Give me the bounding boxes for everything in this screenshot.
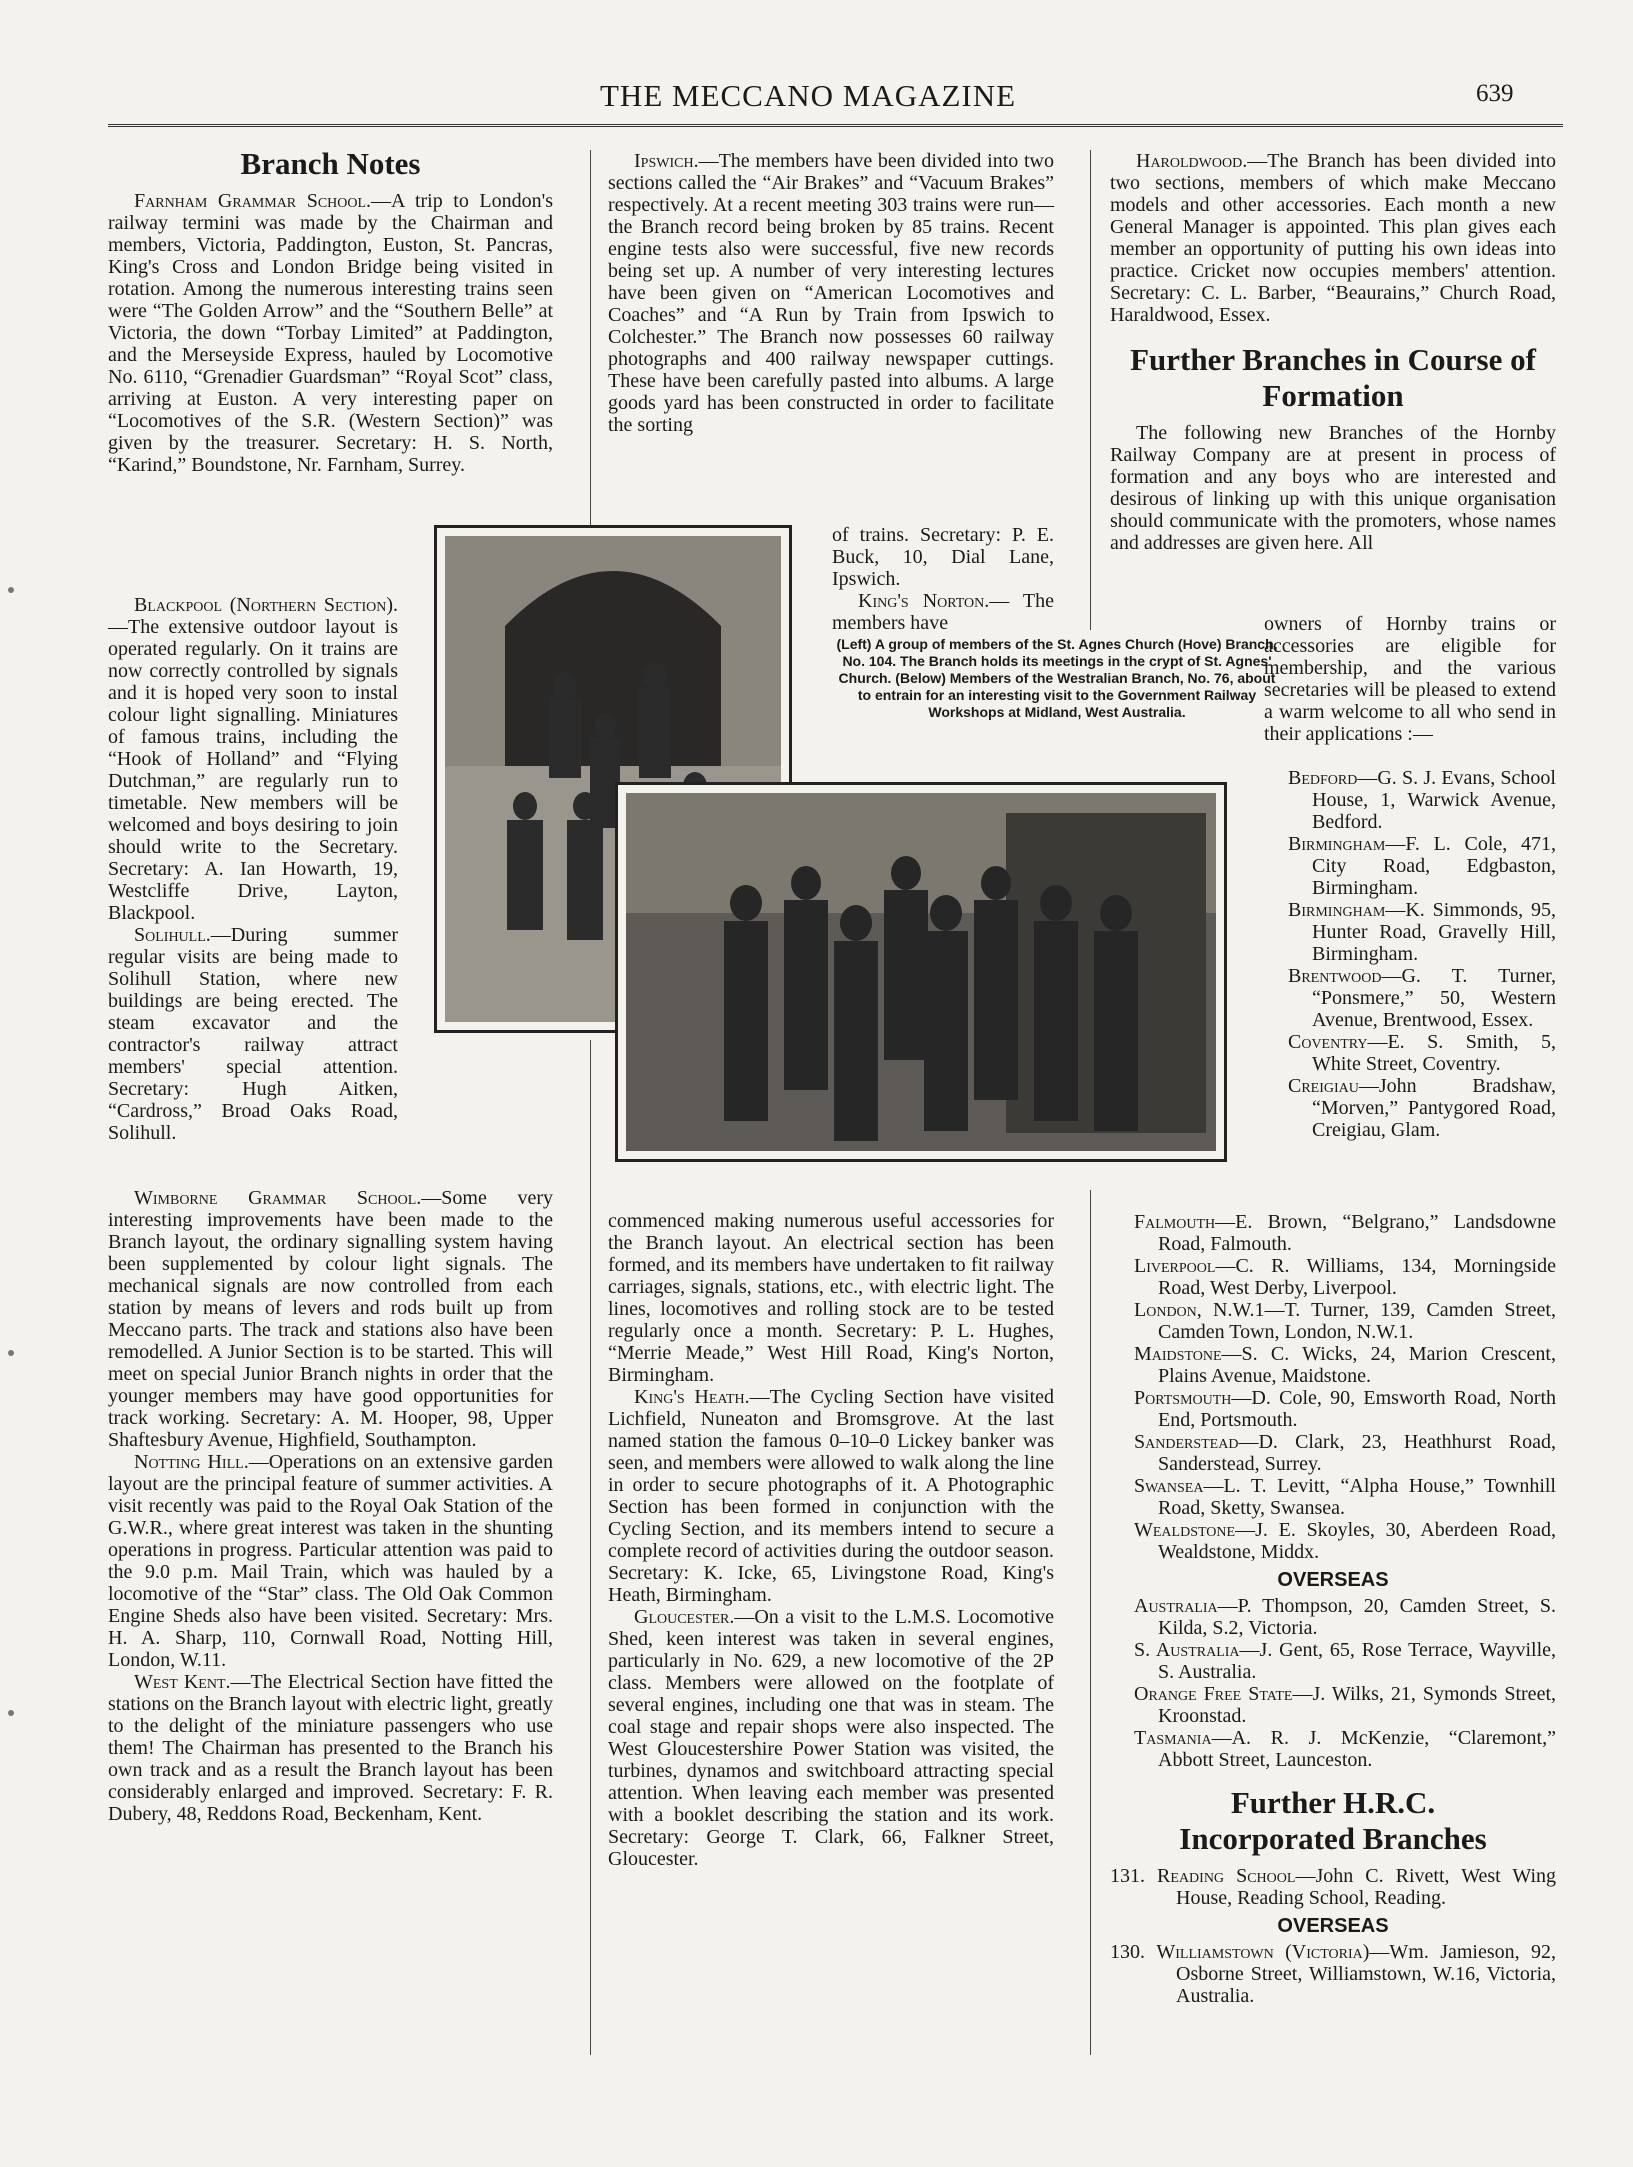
paragraph-kings-norton-start (832, 590, 1054, 634)
paragraph-blackpool (108, 594, 398, 924)
branch-details: —F. L. Cole, 471, City Road, Edgbaston, Birmingham. (1312, 833, 1556, 899)
column-1 (108, 146, 553, 476)
paragraph-solihull (108, 924, 398, 1144)
masthead (0, 78, 1633, 118)
branch-name-notting-hill: Notting Hill (134, 1451, 244, 1473)
paragraph-west-kent (108, 1671, 553, 1825)
branch-details: —S. C. Wicks, 24, Marion Crescent, Plains Avenue, Maidstone. (1158, 1343, 1556, 1387)
branch-details: —D. Cole, 90, Emsworth Road, North End, Portsmouth. (1158, 1387, 1556, 1431)
branch-place: Sanderstead (1134, 1431, 1239, 1453)
branch-entry (1264, 1075, 1556, 1141)
hrc-details: —John C. Rivett, West Wing House, Reading School, Reading. (1176, 1865, 1557, 1909)
branch-name-kings-norton: King's Norton (858, 590, 985, 612)
branch-place: London, N.W.1 (1134, 1299, 1265, 1321)
further-intro: The following new Branches of the Hornby Railway Company are at present in process of formation and any boys who are interested and desirous of linking up with this unique organisation should communicate with the promoters, whose names and addresses are given here. All (1110, 422, 1556, 554)
branch-place: Birmingham (1288, 833, 1386, 855)
branch-details: —John Bradshaw, “Morven,” Pantygored Road, Creigiau, Glam. (1312, 1075, 1556, 1141)
paragraph-ipswich (608, 150, 1054, 436)
photo-caption: (Left) A group of members of the St. Agnes Church (Hove) Branch, No. 104. The Branch holds its meetings in the crypt of St. Agnes' Church. (Below) Members of the Westralian Branch, No. 76, about to entrain for an interesting visit to the Government Railway Workshops at Midland, West Australia. (836, 636, 1278, 720)
column-2-narrow (832, 524, 1054, 634)
hrc-overseas-number: 130. (1110, 1941, 1145, 1963)
branch-name-gloucester: Gloucester (634, 1606, 730, 1628)
overseas-entry (1110, 1639, 1556, 1683)
branch-place: Swansea (1134, 1475, 1204, 1497)
overseas-details: —J. Gent, 65, Rose Terrace, Wayville, S. Australia. (1158, 1639, 1556, 1683)
branch-entry (1264, 833, 1556, 899)
branch-details: —L. T. Levitt, “Alpha House,” Townhill Road, Sketty, Swansea. (1158, 1475, 1556, 1519)
branch-place: Brentwood (1288, 965, 1382, 987)
branch-text-blackpool: .—The extensive outdoor layout is operated regularly. On it trains are now correctly controlled by signals and it is hoped very soon to instal colour light signalling. Miniatures of famous trains, including the “Hook of Holland” and “Flying Dutchman,” are regularly run to timetable. New members will be welcomed and boys desiring to join should write to the Secretary. Secretary: A. Ian Howarth, 19, Westcliffe Drive, Layton, Blackpool. (108, 594, 398, 924)
branch-details: —E. Brown, “Belgrano,” Landsdowne Road, Falmouth. (1158, 1211, 1556, 1255)
branch-details: —E. S. Smith, 5, White Street, Coventry. (1312, 1031, 1556, 1075)
branch-details: —C. R. Williams, 134, Morningside Road, West Derby, Liverpool. (1158, 1255, 1556, 1299)
branch-name-west-kent: West Kent (134, 1671, 226, 1693)
paragraph-ipswich-tail: of trains. Secretary: P. E. Buck, 10, Dial Lane, Ipswich. (832, 524, 1054, 590)
paragraph-kings-norton-cont: commenced making numerous useful accessories for the Branch layout. An electrical section has been formed, and its members have undertaken to fit railway carriages, signals, stations, etc., with electric light. The lines, locomotives and rolling stock are to be tested regularly once a month. Secretary: P. L. Hughes, “Merrie Meade,” West Hill Road, King's Norton, Birmingham. (608, 1210, 1054, 1386)
branch-notes-heading: Branch Notes (240, 146, 421, 181)
branch-name-farnham: Farnham Grammar School (134, 190, 367, 212)
paragraph-haroldwood (1110, 150, 1556, 326)
branch-text-haroldwood: .—The Branch has been divided into two sections, members of which make Meccano models and other accessories. Each month a new General Manager is appointed. This plan gives each member an opportunity of putting his own ideas into practice. Cricket now occupies members' attention. Secretary: C. L. Barber, “Beaurains,” Church Road, Haraldwood, Essex. (1110, 150, 1556, 326)
margin-mark (8, 587, 14, 593)
hrc-overseas-entry (1110, 1941, 1556, 2007)
branch-details: —G. T. Turner, “Ponsmere,” 50, Western Avenue, Brentwood, Essex. (1312, 965, 1556, 1031)
overseas-heading: OVERSEAS (1277, 1569, 1389, 1591)
branch-entry (1264, 1031, 1556, 1075)
overseas-entry (1110, 1683, 1556, 1727)
branch-entry (1110, 1255, 1556, 1299)
column-divider-left-lower (590, 1040, 591, 2055)
branch-place: Bedford (1288, 767, 1358, 789)
branch-place: Coventry (1288, 1031, 1368, 1053)
branch-text-solihull: .—During summer regular visits are being made to Solihull Station, where new buildings are being erected. The steam excavator and the contractor's railway attract members' special attention. Secretary: Hugh Aitken, “Cardross,” Broad Oaks Road, Solihull. (108, 924, 398, 1144)
hrc-incorporated-heading: Further H.R.C. Incorporated Branches (1179, 1785, 1487, 1856)
photo-westralian-image (626, 793, 1216, 1151)
branch-details: —T. Turner, 139, Camden Street, Camden Town, London, N.W.1. (1158, 1299, 1556, 1343)
header-rule (108, 124, 1563, 127)
overseas-entry (1110, 1727, 1556, 1771)
further-branches-heading: Further Branches in Course of Formation (1130, 342, 1536, 413)
branch-name-haroldwood: Haroldwood (1136, 150, 1243, 172)
paragraph-farnham (108, 190, 553, 476)
overseas-place: Orange Free State (1134, 1683, 1293, 1705)
branch-entry (1110, 1387, 1556, 1431)
column-1-lower (108, 1187, 553, 1825)
photo-westralian-branch (615, 782, 1227, 1162)
branch-details: —G. S. J. Evans, School House, 1, Warwick Avenue, Bedford. (1312, 767, 1556, 833)
overseas-details: —A. R. J. McKenzie, “Claremont,” Abbott Street, Launceston. (1158, 1727, 1556, 1771)
column-3-top (1110, 150, 1556, 554)
column-divider-left (590, 150, 591, 530)
branch-text-kings-heath: .—The Cycling Section have visited Lichfield, Nuneaton and Bromsgrove. At the last named station the famous 0–10–0 Lickey banker was seen, and members were allowed to walk along the line in order to secure photographs of it. A Photographic Section has been formed in conjunction with the Cycling Section, and its members intend to secure a complete record of activities during the outdoor season. Secretary: K. Icke, 65, Livingstone Road, King's Heath, Birmingham. (608, 1386, 1055, 1606)
branch-details: —J. E. Skoyles, 30, Aberdeen Road, Wealdstone, Middx. (1158, 1519, 1556, 1563)
branch-entry (1110, 1343, 1556, 1387)
column-divider-right-lower (1090, 1190, 1091, 2055)
branch-entry (1264, 767, 1556, 833)
paragraph-kings-heath (608, 1386, 1054, 1606)
branch-text-notting-hill: .—Operations on an extensive garden layout are the principal feature of summer activities. A visit recently was paid to the Royal Oak Station of the G.W.R., where great interest was taken in the shunting operations in progress. Particular attention was paid to the 9.0 p.m. Mail Train, which was hauled by a locomotive of the “Star” class. The Old Oak Common Engine Sheds also have been visited. Secretary: Mrs. H. A. Sharp, 110, Cornwall Road, Notting Hill, London, W.11. (108, 1451, 553, 1671)
branch-place: Creigiau (1288, 1075, 1359, 1097)
branch-list-wide (1110, 1211, 1556, 2007)
branch-name-kings-heath: King's Heath (634, 1386, 745, 1408)
margin-mark (8, 1710, 14, 1716)
column-1-narrow (108, 594, 398, 1144)
branch-text-farnham: .—A trip to London's railway termini was made by the Chairman and members, Victoria, Paddington, Euston, St. Pancras, King's Cross and London Bridge being visited in rotation. Among the numerous interesting trains seen were “The Golden Arrow” and the “Southern Belle” at Victoria, the down “Torbay Limited” at Paddington, and the Merseyside Express, hauled by Locomotive No. 6110, “Grenadier Guardsman” “Royal Scot” class, arriving at Euston. A very interesting paper on “Locomotives of the S.R. (Western Section)” was given by the treasurer. Secretary: H. S. North, “Karind,” Boundstone, Nr. Farnham, Surrey. (108, 190, 553, 476)
hrc-entry (1110, 1865, 1556, 1909)
paragraph-notting-hill (108, 1451, 553, 1671)
hrc-overseas-details: —Wm. Jamieson, 92, Osborne Street, Williamstown, W.16, Victoria, Australia. (1176, 1941, 1556, 2007)
overseas-entry (1110, 1595, 1556, 1639)
paragraph-wimborne (108, 1187, 553, 1451)
column-2-lower (608, 1210, 1054, 1870)
column-2-top (608, 150, 1054, 436)
branch-entry (1110, 1519, 1556, 1563)
hrc-overseas-heading: OVERSEAS (1277, 1915, 1389, 1937)
branch-name-solihull: Solihull (134, 924, 206, 946)
paragraph-gloucester (608, 1606, 1054, 1870)
branch-place: Portsmouth (1134, 1387, 1232, 1409)
branch-place: Wealdstone (1134, 1519, 1236, 1541)
branch-place: Birmingham (1288, 899, 1386, 921)
branch-entry (1264, 965, 1556, 1031)
branch-text-ipswich: .—The members have been divided into two sections called the “Air Brakes” and “Vacuum Brakes” respectively. At a recent meeting 303 trains were run—the Branch record being broken by 85 trains. Recent engine tests also were successful, five new records being set up. A number of very interesting lectures have been given on “American Locomotives and Coaches” and “A Run by Train from Ipswich to Colchester.” The Branch now possesses 60 railway photographs and 400 railway newspaper cuttings. These have been carefully pasted into albums. A large goods yard has been constructed in order to facilitate the sorting (608, 150, 1054, 436)
hrc-overseas-place: Williamstown (Victoria) (1156, 1941, 1370, 1963)
branch-details: —K. Simmonds, 95, Hunter Road, Gravelly Hill, Birmingham. (1312, 899, 1556, 965)
hrc-place: Reading School (1157, 1865, 1296, 1887)
branch-text-kings-norton-start: .— The members have (832, 590, 1054, 634)
branch-name-blackpool: Blackpool (Northern Section) (134, 594, 393, 616)
branch-text-west-kent: .—The Electrical Section have fitted the stations on the Branch layout with electric light, greatly to the delight of the miniature passengers who use them! The Chairman has presented to the Branch his own track and as a result the Branch layout has been considerably enlarged and improved. Secretary: F. R. Dubery, 48, Reddons Road, Beckenham, Kent. (108, 1671, 553, 1825)
branch-list-narrow (1264, 767, 1556, 1141)
branch-entry (1110, 1211, 1556, 1255)
branch-name-wimborne: Wimborne Grammar School (134, 1187, 417, 1209)
overseas-place: Australia (1134, 1595, 1218, 1617)
column-divider-right (1090, 150, 1091, 630)
column-3-lower (1264, 613, 1556, 745)
magazine-title: THE MECCANO MAGAZINE (600, 78, 1017, 113)
branch-place: Maidstone (1134, 1343, 1222, 1365)
overseas-place: S. Australia (1134, 1639, 1240, 1661)
branch-place: Liverpool (1134, 1255, 1216, 1277)
overseas-details: —J. Wilks, 21, Symonds Street, Kroonstad. (1158, 1683, 1556, 1727)
margin-mark (8, 1350, 14, 1356)
further-intro-tail: owners of Hornby trains or accessories are eligible for membership, and the various secretaries will be pleased to extend a warm welcome to all who send in their applications :— (1264, 613, 1556, 745)
branch-text-wimborne: .—Some very interesting improvements have been made to the Branch layout, the ordinary signalling system having been supplemented by colour light signals. The mechanical signals are now controlled from each station by means of levers and rods built up from Meccano parts. The track and stations also have been remodelled. A Junior Section is to be started. This will meet on special Junior Branch nights in order that the younger members may have good opportunities for track working. Secretary: A. M. Hooper, 98, Upper Shaftesbury Avenue, Highfield, Southampton. (108, 1187, 554, 1451)
branch-text-gloucester: .—On a visit to the L.M.S. Locomotive Shed, keen interest was taken in several engines, particularly in No. 629, a new locomotive of the 2P class. Members were allowed on the footplate of several engines, including one that was in steam. The coal stage and repair shops were also inspected. The West Gloucestershire Power Station was visited, the turbines, dynamos and switchboard attracting special attention. When leaving each member was presented with a booklet describing the station and its work. Secretary: George T. Clark, 66, Falkner Street, Gloucester. (608, 1606, 1054, 1870)
branch-place: Falmouth (1134, 1211, 1216, 1233)
branch-entry (1110, 1431, 1556, 1475)
branch-entry (1110, 1299, 1556, 1343)
branch-entry (1264, 899, 1556, 965)
overseas-place: Tasmania (1134, 1727, 1212, 1749)
branch-entry (1110, 1475, 1556, 1519)
branch-details: —D. Clark, 23, Heathhurst Road, Sanderstead, Surrey. (1158, 1431, 1556, 1475)
overseas-details: —P. Thompson, 20, Camden Street, S. Kilda, S.2, Victoria. (1158, 1595, 1556, 1639)
page-number: 639 (1476, 80, 1514, 107)
hrc-number: 131. (1110, 1865, 1145, 1887)
branch-name-ipswich: Ipswich (634, 150, 694, 172)
